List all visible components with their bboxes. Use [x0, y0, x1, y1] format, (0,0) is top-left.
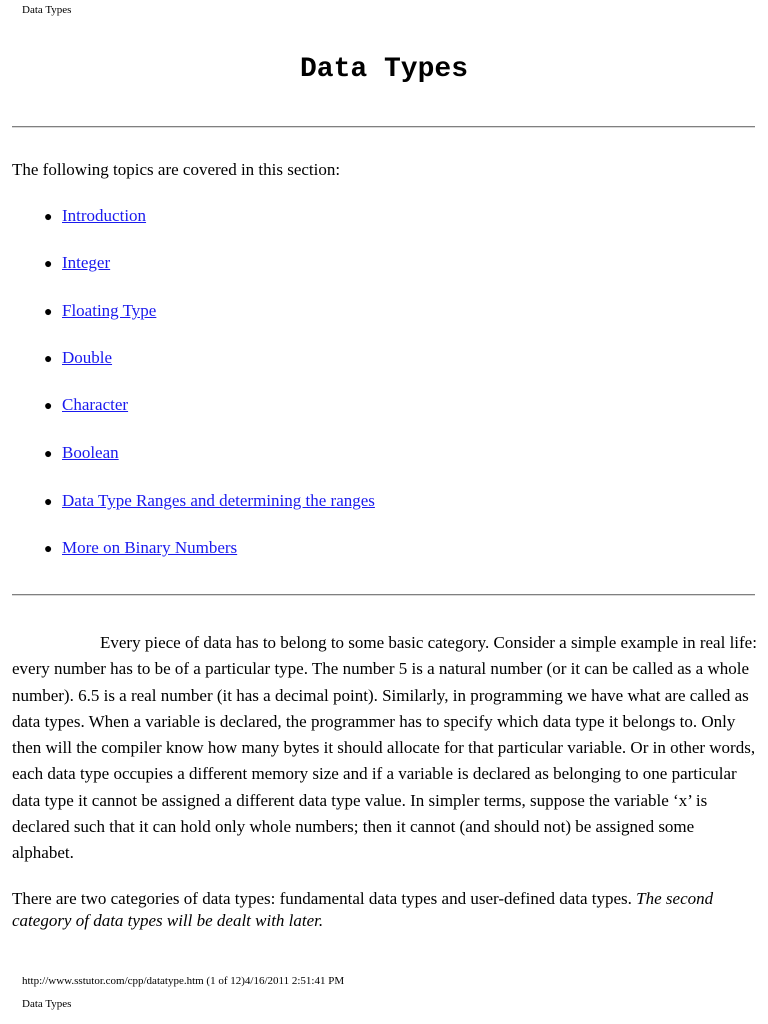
bullet-icon: ● [44, 447, 53, 462]
footer-title: Data Types [22, 998, 72, 1010]
topic-link-double[interactable]: Double [62, 348, 113, 367]
footer-url: http://www.sstutor.com/cpp/datatype.htm (1 of 12)4/16/2011 2:51:41 PM [22, 975, 345, 987]
list-item [44, 394, 128, 418]
list-item [44, 537, 237, 561]
bullet-icon: ● [44, 399, 53, 414]
topic-link-character[interactable]: Character [62, 395, 129, 414]
topic-link-boolean[interactable]: Boolean [62, 443, 119, 462]
categories-text: There are two categories of data types: fundamental data types and user-defined data types. [12, 889, 637, 908]
topic-link-data-type-ranges[interactable]: Data Type Ranges and determining the ranges [62, 491, 375, 510]
bullet-icon: ● [44, 542, 53, 557]
list-item [44, 490, 375, 514]
list-item [44, 252, 110, 276]
list-item [44, 442, 119, 466]
categories-note: The second category of data types will be dealt with later. [12, 889, 714, 930]
list-item [44, 347, 112, 371]
bullet-icon: ● [44, 352, 53, 367]
body-paragraph: Every piece of data has to belong to some basic category. Consider a simple example in real life: every number has to be of a particular type. The number 5 is a natural number (or it can be called as a whole number). 6.5 is a real number (it has a decimal point). Similarly, in programming we have what are called as data types. When a variable is declared, the programmer has to specify which data type it belongs to. Only then will the compiler know how many bytes it should allocate for that particular variable. Or in other words, each data type occupies a different memory size and if a variable is declared as belonging to one particular data type it cannot be assigned a different data type value. In simpler terms, suppose the variable ‘x’ is declared such that it can hold only whole numbers; then it cannot (and should not) be assigned some alphabet. [12, 633, 757, 863]
bullet-icon: ● [44, 305, 53, 320]
list-item [44, 205, 146, 229]
topic-link-binary-numbers[interactable]: More on Binary Numbers [62, 538, 238, 557]
divider-middle [12, 594, 755, 596]
body-paragraph-categories [12, 888, 757, 931]
bullet-icon: ● [44, 210, 53, 225]
topic-link-introduction[interactable]: Introduction [62, 206, 147, 225]
bullet-icon: ● [44, 257, 53, 272]
divider-top [12, 126, 755, 128]
running-header: Data Types [22, 4, 72, 16]
topic-link-floating-type[interactable]: Floating Type [62, 301, 157, 320]
bullet-icon: ● [44, 495, 53, 510]
page-title: Data Types [299, 54, 469, 85]
list-item [44, 300, 156, 324]
topics-intro: The following topics are covered in this section: [12, 160, 341, 179]
topic-link-integer[interactable]: Integer [62, 253, 111, 272]
